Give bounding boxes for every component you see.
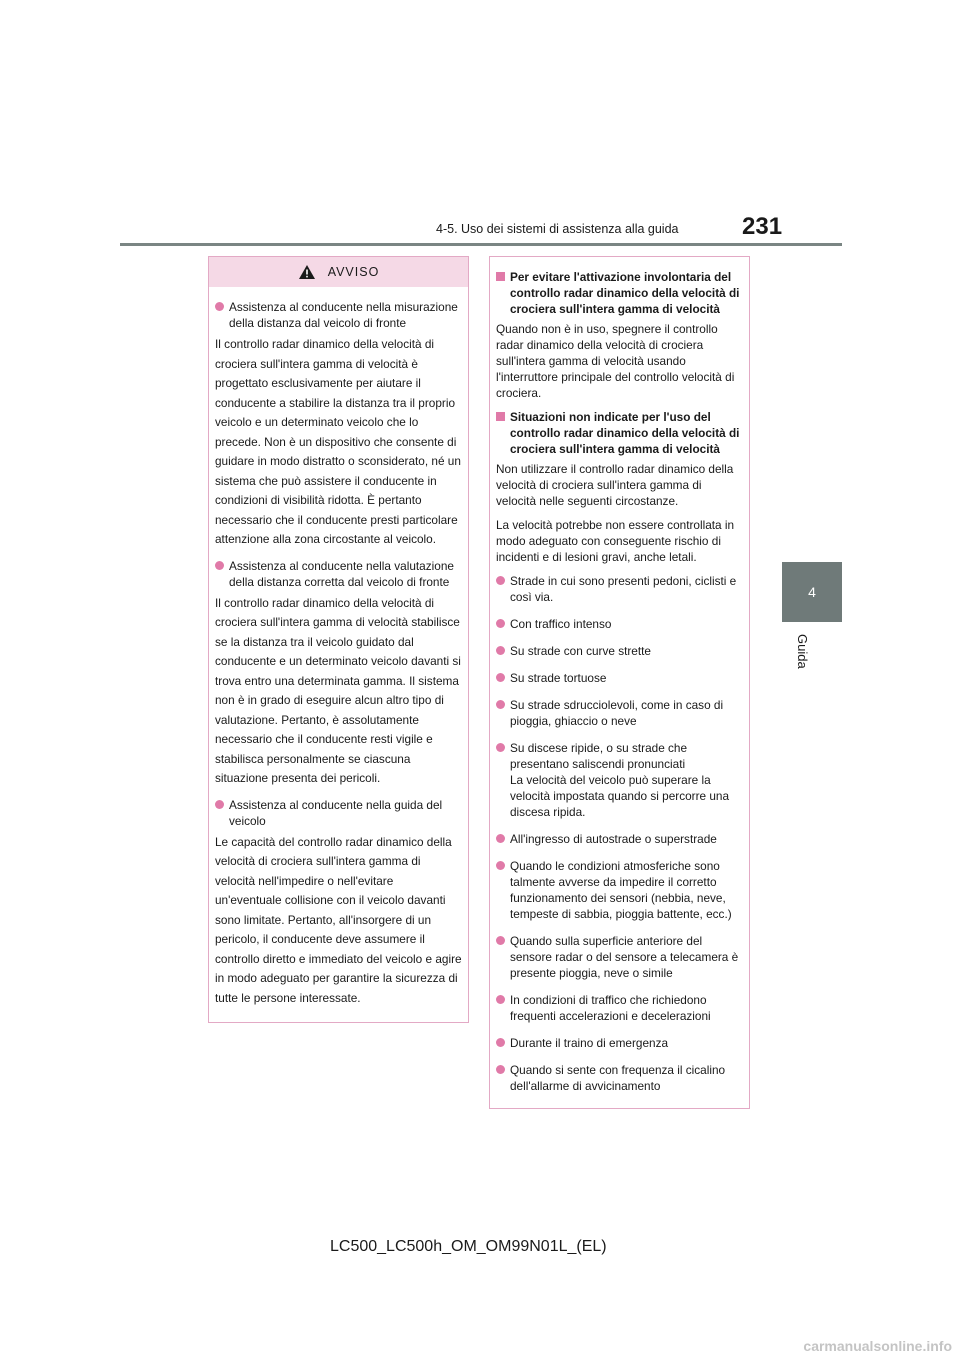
warning-bullet: Assistenza al conducente nella misurazione della distanza dal veicolo di fronte xyxy=(215,299,462,331)
bullet-dot-icon xyxy=(496,619,505,628)
list-item: Con traffico intenso xyxy=(496,616,743,632)
manual-code: LC500_LC500h_OM_OM99N01L_(EL) xyxy=(330,1238,607,1255)
info-paragraph: La velocità potrebbe non essere controllata in modo adeguato con conseguente rischio di incidenti e di lesioni gravi, anche letali. xyxy=(496,518,735,564)
list-item: Su strade tortuose xyxy=(496,670,743,686)
list-item: Su discese ripide, o su strade che presentano saliscendi pronunciati La velocità del veicolo può superare la velocità impostata quando si percorre una discesa ripida. xyxy=(496,740,743,820)
warning-header xyxy=(209,257,468,287)
bullet-dot-icon xyxy=(496,700,505,709)
watermark: carmanualsonline.info xyxy=(803,1338,952,1354)
bullet-dot-icon xyxy=(496,743,505,752)
chapter-tab[interactable] xyxy=(782,562,842,622)
bullet-dot-icon xyxy=(496,834,505,843)
list-item: Su strade sdrucciolevoli, come in caso di pioggia, ghiaccio o neve xyxy=(496,697,743,729)
warning-box xyxy=(208,256,469,1023)
warning-paragraph: Le capacità del controllo radar dinamico della velocità di crociera sull'intera gamma di velocità nell'impedire o nell'evitare un'eventuale collisione con il veicolo davanti sono limitate. Pertanto, all'insorgere di un pericolo, il conducente deve assumere il controllo diretto e immediato del veicolo e agire in modo adeguato per garantire la sicurezza di tutte le persone interessate. xyxy=(215,834,462,1005)
list-item: Strade in cui sono presenti pedoni, ciclisti e così via. xyxy=(496,573,743,605)
bullet-dot-icon xyxy=(496,673,505,682)
page-number: 231 xyxy=(742,213,783,240)
list-item: Quando le condizioni atmosferiche sono talmente avverse da impedire il corretto funzionamento dei sensori (nebbia, neve, tempeste di sabbia, pioggia battente, ecc.) xyxy=(496,858,743,922)
square-bullet-icon xyxy=(496,272,505,281)
bullet-dot-icon xyxy=(215,302,224,311)
info-paragraph: Non utilizzare il controllo radar dinamico della velocità di crociera sull'intera gamma di velocità nelle seguenti circostanze. xyxy=(496,462,734,508)
info-box xyxy=(489,256,750,1109)
bullet-dot-icon xyxy=(496,646,505,655)
warning-bullet: Assistenza al conducente nella valutazione della distanza corretta dal veicolo di fronte xyxy=(215,558,462,590)
list-item: In condizioni di traffico che richiedono frequenti accelerazioni e decelerazioni xyxy=(496,992,743,1024)
warning-paragraph: Il controllo radar dinamico della velocità di crociera sull'intera gamma di velocità stabilisce se la distanza tra il veicolo guidato dal conducente e un determinato veicolo davanti si trova entro una determinata gamma. Il sistema non è in grado di eseguire alcun altro tipo di valutazione. Pertanto, è assolutamente necessario che il conducente resti vigile e stabilisca personalmente se ciascuna situazione presenta dei pericoli. xyxy=(215,595,461,785)
warning-triangle-icon xyxy=(298,264,316,280)
list-item: Su strade con curve strette xyxy=(496,643,743,659)
bullet-dot-icon xyxy=(496,1038,505,1047)
bullet-dot-icon xyxy=(496,1065,505,1074)
warning-bullet: Assistenza al conducente nella guida del veicolo xyxy=(215,797,462,829)
list-item: All'ingresso di autostrade o superstrade xyxy=(496,831,743,847)
info-paragraph: Quando non è in uso, spegnere il controllo radar dinamico della velocità di crociera sull'intera gamma di velocità usando l'interruttore principale del controllo velocità di crociera. xyxy=(496,322,735,400)
warning-title: AVVISO xyxy=(327,265,380,279)
info-heading: Situazioni non indicate per l'uso del controllo radar dinamico della velocità di crociera sull'intera gamma di velocità xyxy=(496,409,743,457)
square-bullet-icon xyxy=(496,412,505,421)
bullet-dot-icon xyxy=(496,995,505,1004)
chapter-number: 4 xyxy=(808,584,816,600)
bullet-dot-icon xyxy=(215,800,224,809)
bullet-dot-icon xyxy=(496,936,505,945)
info-heading: Per evitare l'attivazione involontaria del controllo radar dinamico della velocità di crociera sull'intera gamma di velocità xyxy=(496,269,743,317)
list-item: Quando sulla superficie anteriore del sensore radar o del sensore a telecamera è presente pioggia, neve o simile xyxy=(496,933,743,981)
bullet-dot-icon xyxy=(496,576,505,585)
section-title: 4-5. Uso dei sistemi di assistenza alla guida xyxy=(436,222,679,236)
list-item: Durante il traino di emergenza xyxy=(496,1035,743,1051)
warning-paragraph: Il controllo radar dinamico della velocità di crociera sull'intera gamma di velocità è progettato esclusivamente per aiutare il conducente a stabilire la distanza tra il proprio veicolo e un determinato veicolo che lo precede. Non è un dispositivo che consente di guidare in modo distratto o sconsiderato, né un sistema che può assistere il conducente in condizioni di visibilità ridotta. È pertanto necessario che il conducente presti particolare attenzione alla zona circostante al veicolo. xyxy=(215,337,461,546)
chapter-label: Guida xyxy=(795,634,810,669)
bullet-dot-icon xyxy=(496,861,505,870)
list-item: Quando si sente con frequenza il cicalino dell'allarme di avvicinamento xyxy=(496,1062,743,1094)
bullet-dot-icon xyxy=(215,561,224,570)
header-divider xyxy=(120,243,842,246)
